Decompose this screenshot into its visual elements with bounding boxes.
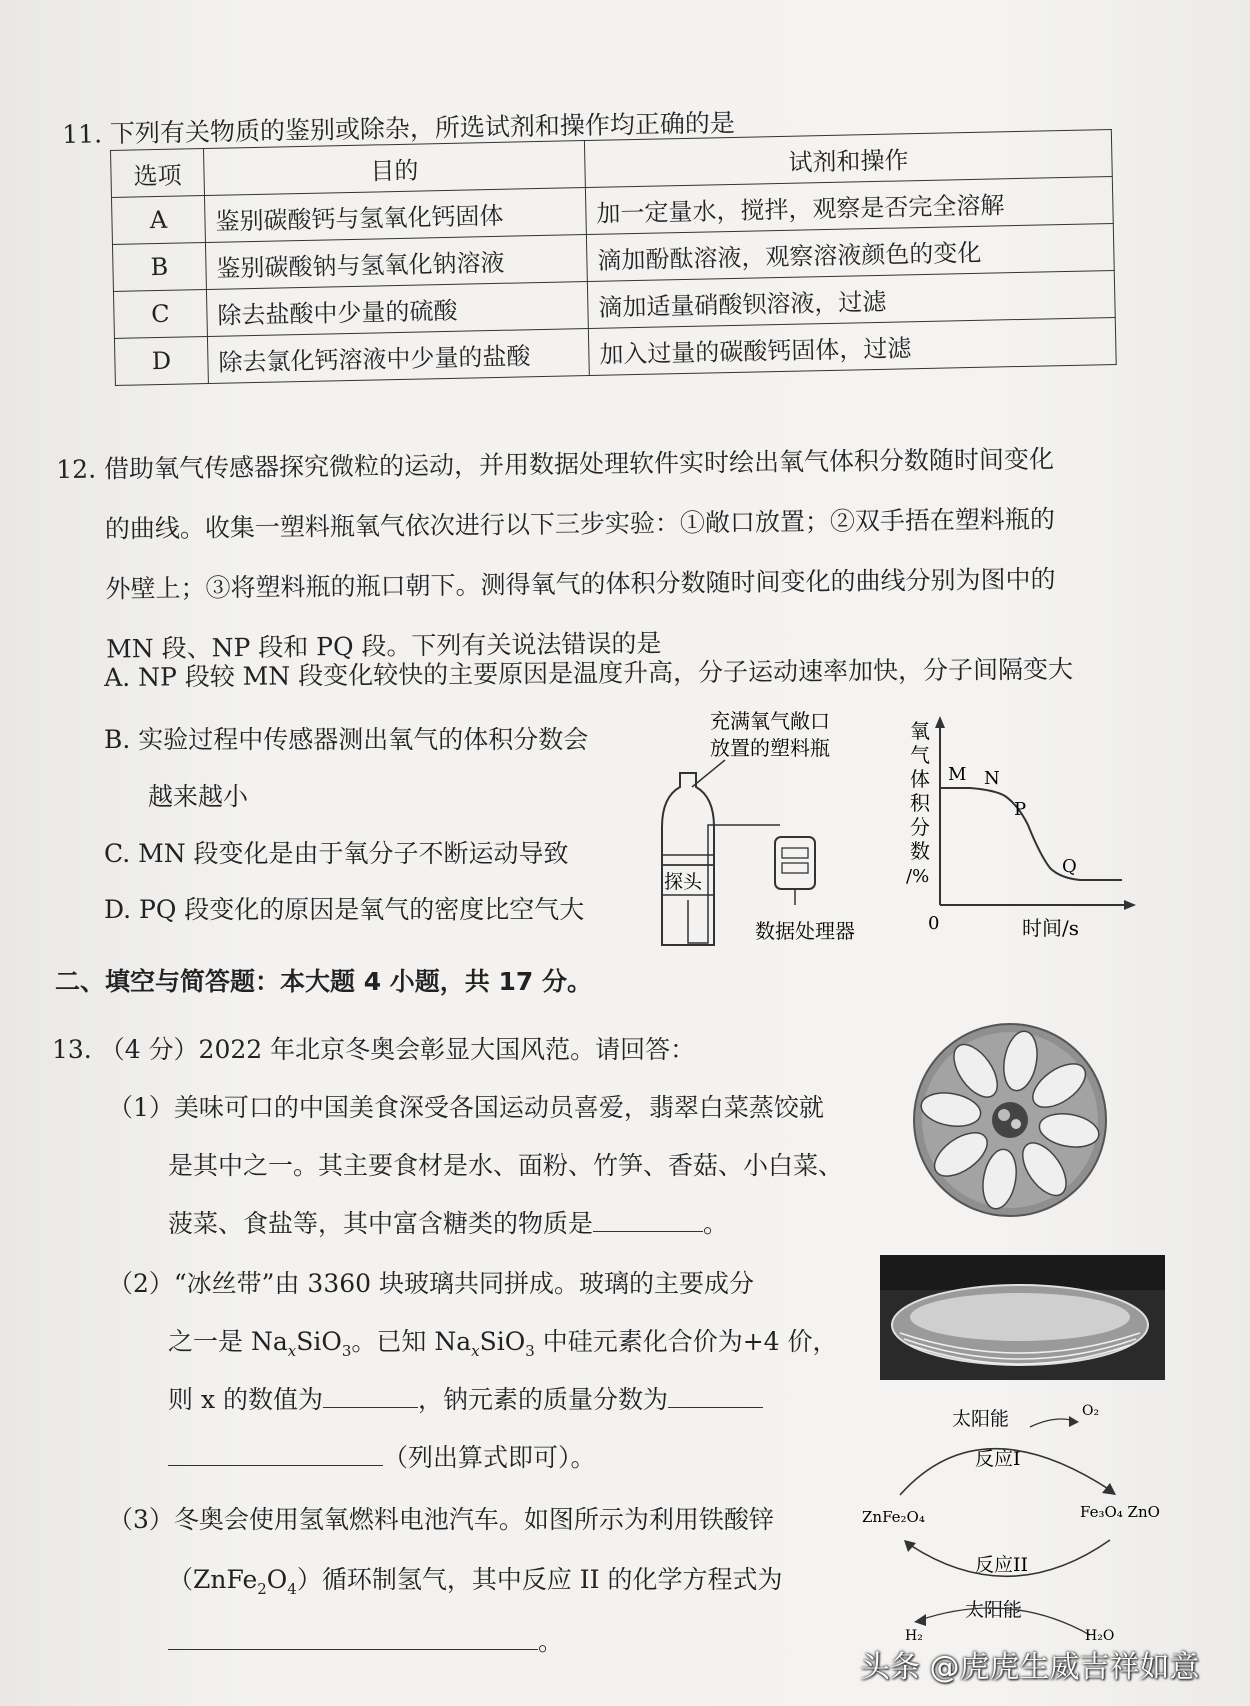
watermark: 头条 @虎虎生威吉祥如意	[860, 1650, 1200, 1685]
answer-blank-x[interactable]	[323, 1407, 418, 1408]
formula-text: 之一是 Na	[168, 1327, 288, 1356]
o2-arrowhead	[1069, 1416, 1079, 1427]
q13-part3-line3	[168, 1612, 563, 1672]
q11-table	[110, 129, 1117, 386]
q13-stem: 13. （4 分）2022 年北京冬奥会彰显大国风范。请回答：	[52, 1035, 696, 1064]
subscript: x	[471, 1342, 480, 1360]
formula-text: （ZnFe	[168, 1565, 258, 1594]
bottle-label-line1: 充满氧气敞口	[710, 709, 830, 733]
q13-part2-line3	[168, 1370, 763, 1430]
stadium-roof	[910, 1293, 1130, 1341]
point-n-label: N	[984, 768, 1000, 789]
cycle-left-compound: ZnFe₂O₄	[862, 1508, 925, 1526]
q12-line2: 的曲线。收集一塑料瓶氧气依次进行以下三步实验：①敞口放置；②双手捂在塑料瓶的	[104, 504, 1056, 544]
point-q-label: Q	[1062, 856, 1077, 877]
q12-option-b2: 越来越小	[148, 782, 249, 811]
point-p-label: P	[1014, 799, 1027, 820]
cycle-o2: O₂	[1082, 1403, 1100, 1419]
cycle-h2o: H₂O	[1085, 1628, 1115, 1644]
ylabel-char: /%	[906, 866, 930, 887]
q12-option-b1: B. 实验过程中传感器测出氧气的体积分数会	[104, 725, 589, 754]
cycle-reaction1: 反应I	[975, 1448, 1021, 1470]
q12-option-d: D. PQ 段变化的原因是氧气的密度比空气大	[104, 895, 585, 924]
processor-label: 数据处理器	[755, 919, 855, 943]
probe-label: 探头	[664, 871, 703, 893]
answer-blank-mass-fraction-cont[interactable]	[168, 1465, 383, 1466]
formula-text: SiO	[296, 1327, 342, 1356]
ice-ribbon-photo	[880, 1255, 1165, 1380]
ylabel-char: 数	[910, 839, 930, 863]
subscript: 2	[257, 1580, 267, 1598]
row-option: B	[112, 243, 206, 292]
row-method: 滴加适量硝酸钡溶液，过滤	[587, 270, 1115, 328]
bottle-apparatus-figure	[650, 705, 890, 955]
ylabel-char: 分	[910, 815, 930, 839]
q12-line3: 外壁上；③将塑料瓶的瓶口朝下。测得氧气的体积分数随时间变化的曲线分别为图中的	[105, 564, 1056, 604]
answer-blank-equation[interactable]	[168, 1649, 538, 1650]
header-purpose: 目的	[203, 141, 585, 196]
q13-part1-line3	[168, 1194, 728, 1254]
y-axis-arrow	[935, 716, 945, 728]
garnish-detail	[998, 1109, 1010, 1121]
row-purpose: 鉴别碳酸钙与氢氧化钙固体	[204, 188, 586, 243]
row-purpose: 除去盐酸中少量的硫酸	[206, 282, 588, 337]
formula-text: O	[266, 1565, 288, 1594]
reaction2-arrowhead	[904, 1540, 916, 1552]
subscript: 3	[341, 1342, 352, 1360]
row-option: C	[113, 290, 207, 339]
row-option: A	[111, 196, 205, 245]
cycle-right-compound: Fe₃O₄ ZnO	[1080, 1503, 1160, 1521]
point-m-label: M	[948, 764, 967, 785]
formula-text: 。已知 Na	[351, 1327, 472, 1356]
section-heading: 二、填空与简答题：本大题 4 小题，共 17 分。	[55, 967, 593, 996]
ylabel-char: 气	[910, 743, 930, 767]
row-purpose: 鉴别碳酸钠与氢氧化钠溶液	[205, 235, 587, 290]
ylabel-char: 体	[910, 767, 930, 791]
header-method: 试剂和操作	[584, 130, 1112, 188]
q13-part3-line2	[168, 1550, 783, 1619]
q13-part3-end: 。	[538, 1627, 564, 1656]
origin-label: 0	[928, 913, 940, 934]
row-method: 滴加酚酞溶液，观察溶液颜色的变化	[586, 224, 1114, 282]
q12-line1: 12. 借助氧气传感器探究微粒的运动，并用数据处理软件实时绘出氧气体积分数随时间变化	[56, 444, 1055, 484]
header-option: 选项	[111, 149, 205, 198]
row-method: 加一定量水，搅拌，观察是否完全溶解	[585, 177, 1113, 235]
q13-part2-line4	[168, 1428, 596, 1488]
subscript: x	[287, 1342, 297, 1360]
reaction1-arrowhead	[1102, 1483, 1116, 1495]
q13-part3-line1: （3）冬奥会使用氢氧燃料电池汽车。如图所示为利用铁酸锌	[108, 1505, 774, 1534]
h2-arrowhead	[914, 1614, 926, 1626]
cycle-sun-bottom: 太阳能	[965, 1599, 1023, 1621]
answer-blank-mass-fraction[interactable]	[668, 1407, 763, 1408]
q12-option-a: A. NP 段较 MN 段变化较快的主要原因是温度升高，分子运动速率加快，分子间隔变大	[104, 654, 1074, 692]
oxygen-curve	[940, 788, 1122, 880]
row-purpose: 除去氯化钙溶液中少量的盐酸	[207, 329, 589, 384]
x-axis-arrow	[1124, 900, 1136, 910]
subscript: 4	[287, 1580, 297, 1598]
q13-part1-line1: （1）美味可口的中国美食深受各国运动员喜爱，翡翠白菜蒸饺就	[108, 1093, 824, 1122]
cycle-sun-top: 太阳能	[952, 1408, 1010, 1430]
q13-part2-text: ，钠元素的质量分数为	[418, 1385, 669, 1414]
answer-blank-sugar[interactable]	[593, 1231, 703, 1232]
cycle-h2: H₂	[905, 1628, 923, 1644]
xlabel: 时间/s	[1022, 916, 1080, 940]
q12-stem	[56, 429, 1138, 680]
row-option: D	[114, 337, 208, 386]
center-garnish	[992, 1102, 1028, 1138]
device-screen	[782, 848, 808, 858]
q12-option-c: C. MN 段变化是由于氧分子不断运动导致	[104, 839, 569, 868]
q13-part1-line2: 是其中之一。其主要食材是水、面粉、竹笋、香菇、小白菜、	[168, 1151, 844, 1180]
q13-part1-text: 菠菜、食盐等，其中富含糖类的物质是	[168, 1209, 594, 1238]
reaction-cycle-diagram	[860, 1395, 1180, 1645]
dumpling-plate-image	[910, 1020, 1110, 1220]
q13-part2-text: 则 x 的数值为	[168, 1385, 323, 1414]
ylabel-char: 氧	[910, 719, 930, 743]
row-method: 加入过量的碳酸钙固体，过滤	[588, 317, 1116, 375]
device-screen	[782, 863, 808, 873]
formula-text: SiO	[479, 1327, 526, 1356]
q12-line4: MN 段、NP 段和 PQ 段。下列有关说法错误的是	[106, 628, 662, 664]
cycle-reaction2: 反应II	[975, 1554, 1029, 1576]
q13-part2-line1: （2）“冰丝带”由 3360 块玻璃共同拼成。玻璃的主要成分	[108, 1269, 754, 1298]
q13-part1-end: 。	[703, 1209, 729, 1238]
garnish-detail	[1011, 1119, 1021, 1129]
o2-arrow	[1030, 1419, 1075, 1427]
q11-stem: 11. 下列有关物质的鉴别或除杂，所选试剂和操作均正确的是	[62, 108, 736, 149]
bottle-label-line2: 放置的塑料瓶	[710, 736, 830, 760]
ylabel-char: 积	[910, 791, 930, 815]
oxygen-curve-graph	[900, 710, 1140, 950]
formula-text: 中硅元素化合价为+4 价，	[534, 1327, 838, 1356]
formula-text: ）循环制氢气，其中反应 II 的化学方程式为	[296, 1565, 783, 1594]
q13-part2-end: （列出算式即可）。	[383, 1443, 596, 1472]
subscript: 3	[525, 1342, 535, 1360]
